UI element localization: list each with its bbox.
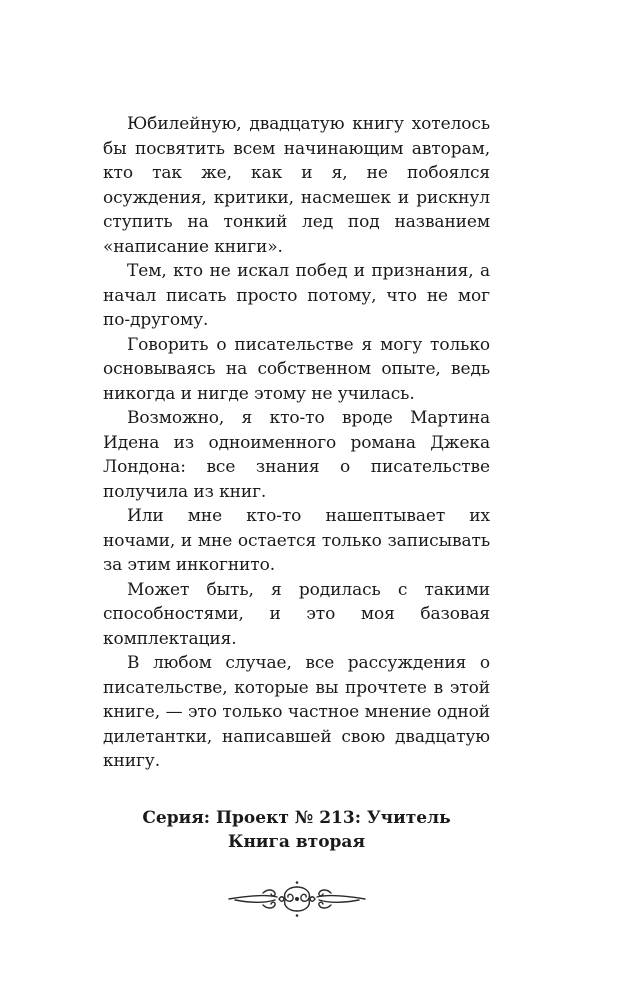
- decorative-flourish-icon: [227, 879, 367, 919]
- paragraph-motivation: Тем, кто не искал побед и признания, а начал писать просто потому, что не мог по-другому.: [103, 261, 490, 330]
- dedication-page: [103, 112, 490, 919]
- paragraph-experience: Говорить о писательстве я могу только основываясь на собственном опыте, ведь никогда и нигде этому не училась.: [103, 334, 490, 404]
- paragraph-abilities: Может быть, я родилась с такими способностями, и это моя базовая комплектация.: [103, 579, 490, 649]
- paragraph-martin-eden: Возможно, я кто-то вроде Мартина Идена из одноименного романа Джека Лондона: все знания о писательстве получила из книг.: [103, 408, 490, 502]
- paragraph-dedication: Юбилейную, двадцатую книгу хотелось бы посвятить всем начинающим авторам, кто так же, как и я, не побоялся осуждения, критики, насмешек и рискнул ступить на тонкий лед под названием «написание книги».: [103, 114, 490, 257]
- paragraph-conclusion: В любом случае, все рассуждения о писательстве, которые вы прочтете в этой книге, — это только частное мнение одной дилетантки, написавшей свою двадцатую книгу.: [103, 653, 490, 771]
- paragraph-whisper: Или мне кто-то нашептывает их ночами, и мне остается только записывать за этим инкогнито.: [103, 506, 490, 575]
- series-info: [103, 806, 490, 855]
- book-number: Книга вторая: [227, 832, 365, 852]
- series-title: Серия: Проект № 213: Учитель: [142, 807, 451, 828]
